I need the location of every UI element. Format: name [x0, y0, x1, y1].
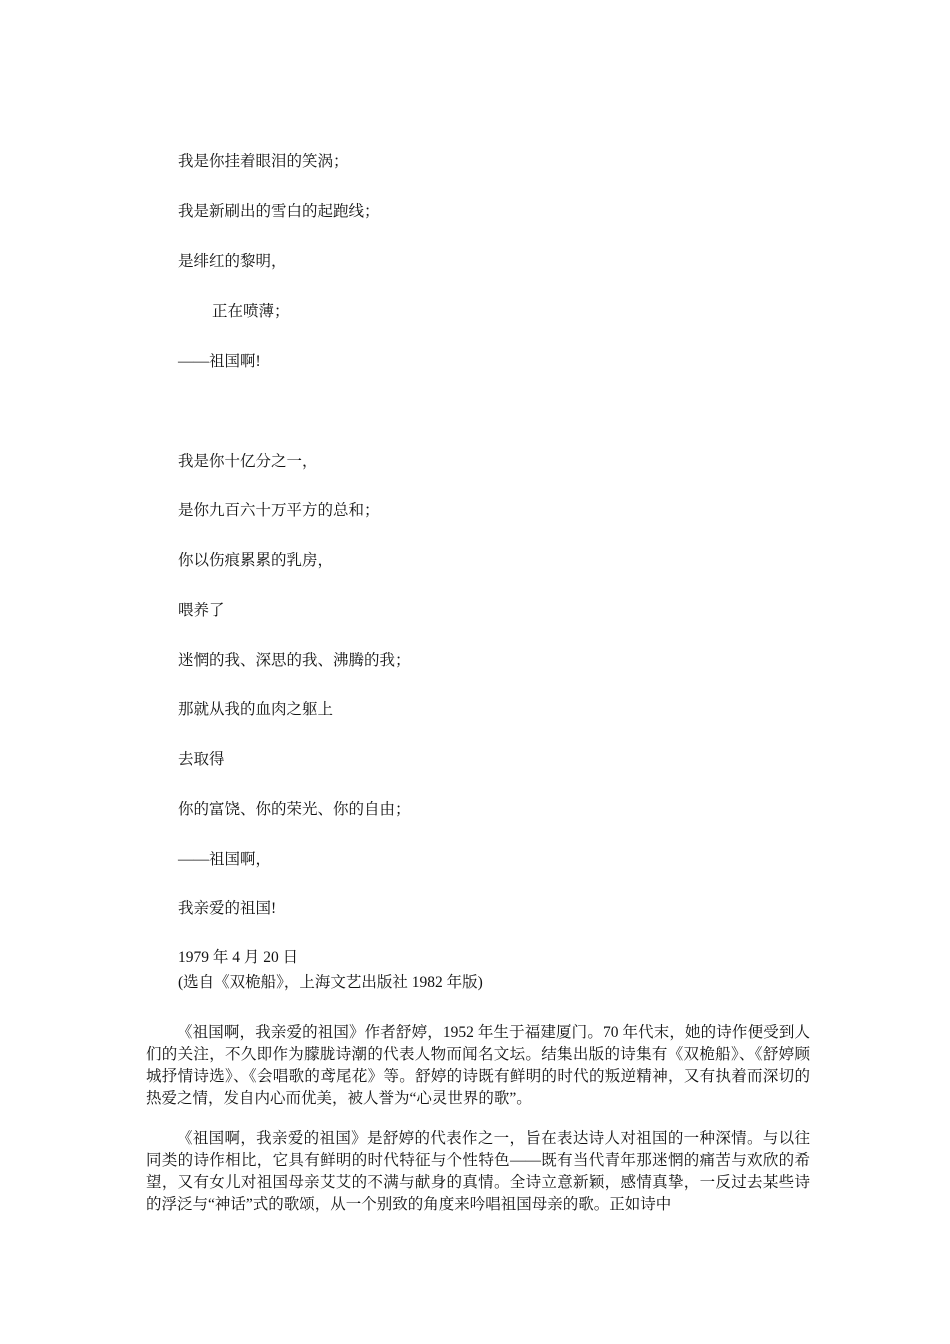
- poem-line: 那就从我的血肉之躯上: [178, 701, 334, 718]
- poem-line: 你以伤痕累累的乳房，: [178, 552, 334, 569]
- commentary-paragraph-1: 《祖国啊，我亲爱的祖国》作者舒婷，1952 年生于福建厦门。70 年代末，她的诗作便受到人们的关注，不久即作为朦胧诗潮的代表人物而闻名文坛。结集出版的诗集有《双桅船》、《舒婷顾城抒情诗选》、《会唱歌的鸢尾花》等。舒婷的诗既有鲜明的时代的叛逆精神，又有执着而深切的热爱之情，发自内心而优美，被人誉为“心灵世界的歌”。: [146, 1024, 810, 1107]
- poem-line: 我是新刷出的雪白的起跑线；: [178, 203, 380, 220]
- poem-line: 迷惘的我、深思的我、沸腾的我；: [178, 652, 411, 669]
- poem-line: 我亲爱的祖国!: [178, 900, 277, 917]
- poem-line: 是你九百六十万平方的总和；: [178, 502, 380, 519]
- poem-line: 正在喷薄；: [212, 303, 290, 320]
- poem-date: 1979 年 4 月 20 日: [178, 949, 299, 966]
- poem-line: 我是你十亿分之一，: [178, 453, 318, 470]
- poem-line: 喂养了: [178, 602, 225, 619]
- poem-line: 是绯红的黎明，: [178, 253, 287, 270]
- poem-line: 去取得: [178, 751, 225, 768]
- commentary-paragraph-2: 《祖国啊，我亲爱的祖国》是舒婷的代表作之一，旨在表达诗人对祖国的一种深情。与以往同类的诗作相比，它具有鲜明的时代特征与个性特色——既有当代青年那迷惘的痛苦与欢欣的希望，又有女儿对祖国母亲艾艾的不满与献身的真情。全诗立意新颖，感情真挚，一反过去某些诗的浮泛与“神话”式的歌颂，从一个别致的角度来吟唱祖国母亲的歌。正如诗中: [146, 1130, 810, 1213]
- poem-source: (选自《双桅船》，上海文艺出版社 1982 年版): [178, 974, 483, 991]
- poem-line: 你的富饶、你的荣光、你的自由；: [178, 801, 411, 818]
- poem-line: 我是你挂着眼泪的笑涡；: [178, 153, 349, 170]
- poem-line: ——祖国啊!: [178, 353, 261, 370]
- poem-line: ——祖国啊，: [178, 851, 272, 868]
